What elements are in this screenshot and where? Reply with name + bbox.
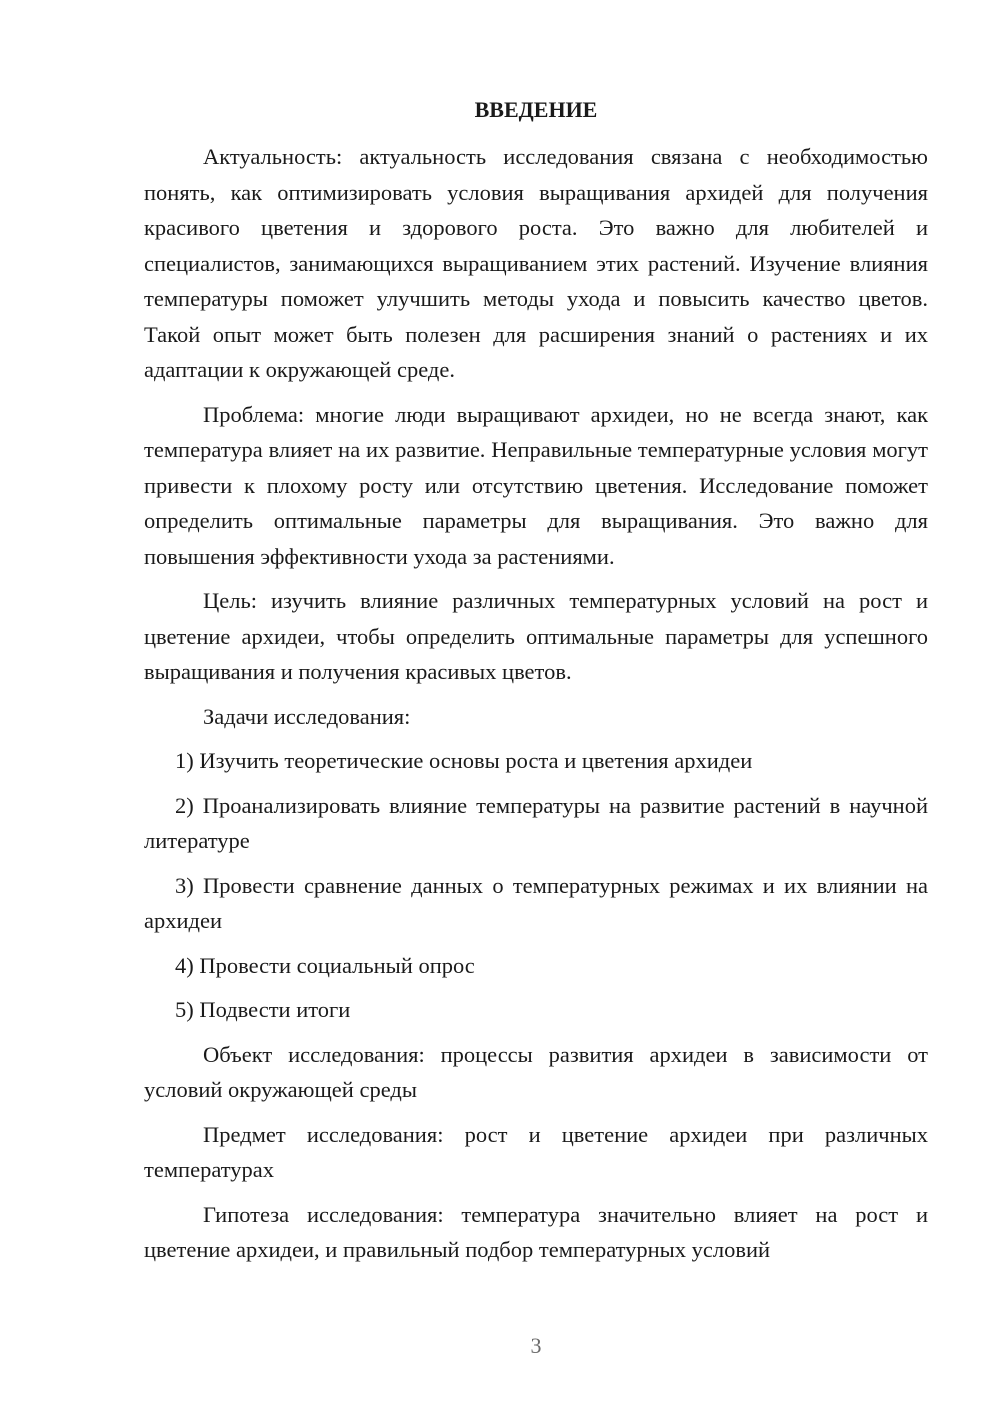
paragraph-goal: Цель: изучить влияние различных температурных условий на рост и цветение архидеи, чтобы определить оптимальные параметры для успешного выращивания и получения красивых цветов. [144, 588, 928, 684]
task-item-3: 3) Провести сравнение данных о температурных режимах и их влиянии на архидеи [144, 872, 928, 933]
paragraph-hypothesis: Гипотеза исследования: температура значительно влияет на рост и цветение архидеи, и правильный подбор температурных условий [144, 1201, 928, 1262]
task-item-2: 2) Проанализировать влияние температуры на развитие растений в научной литературе [144, 792, 928, 853]
page-number: 3 [530, 1333, 542, 1358]
paragraph-problem: Проблема: многие люди выращивают архидеи, но не всегда знают, как температура влияет на их развитие. Неправильные температурные условия могут привести к плохому росту или отсутствию цветения. Исследование поможет определить оптимальные параметры для выращивания. Это важно для повышения эффективности ухода за растениями. [144, 401, 928, 569]
paragraph-subject: Предмет исследования: рост и цветение архидеи при различных температурах [144, 1121, 928, 1182]
task-item-5: 5) Подвести итоги [175, 997, 351, 1022]
paragraph-object: Объект исследования: процессы развития архидеи в зависимости от условий окружающей среды [144, 1041, 928, 1102]
paragraph-relevance: Актуальность: актуальность исследования связана с необходимостью понять, как оптимизировать условия выращивания архидей для получения красивого цветения и здорового роста. Это важно для любителей и специалистов, занимающихся выращиванием этих растений. Изучение влияния температуры поможет улучшить методы ухода и повысить качество цветов. Такой опыт может быть полезен для расширения знаний о растениях и их адаптации к окружающей среде. [144, 144, 928, 382]
task-item-4: 4) Провести социальный опрос [175, 952, 475, 978]
page-content [144, 92, 928, 1277]
task-item-1: 1) Изучить теоретические основы роста и цветения архидеи [175, 748, 753, 773]
section-title: ВВЕДЕНИЕ [474, 97, 598, 122]
paragraph-tasks-heading: Задачи исследования: [203, 703, 411, 729]
